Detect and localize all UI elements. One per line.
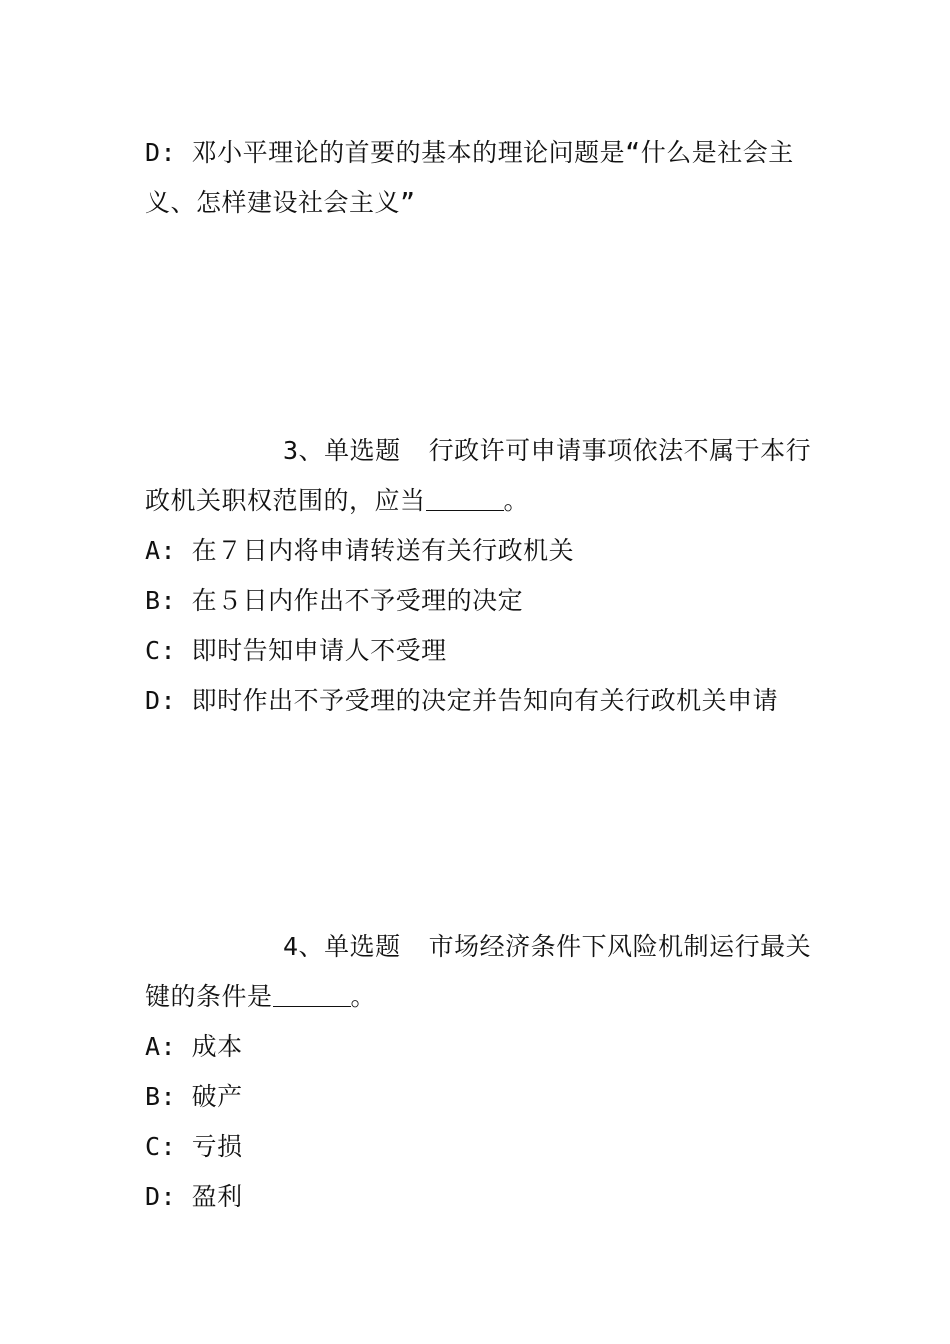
answer-blank (273, 982, 351, 1007)
option-d-line1: D: 邓小平理论的首要的基本的理论问题是“什么是社会主 (145, 138, 794, 167)
question-4-header (145, 922, 810, 972)
option-d: D: 即时作出不予受理的决定并告知向有关行政机关申请 (145, 686, 779, 715)
question-3 (145, 426, 810, 726)
option-c: C: 即时告知申请人不受理 (145, 636, 447, 665)
question-3-header (145, 426, 810, 476)
question-type: 单选题 (324, 932, 401, 961)
question-stem-line2-post: 。 (503, 486, 530, 515)
question-stem-line2-pre: 键的条件是 (145, 982, 273, 1011)
prev-question-option-d (145, 128, 810, 228)
question-stem-line1: 行政许可申请事项依法不属于本行 (428, 436, 812, 465)
question-4 (145, 922, 810, 1222)
question-number: 3、 (283, 436, 325, 465)
option-b: B: 在５日内作出不予受理的决定 (145, 586, 524, 615)
option-c: C: 亏损 (145, 1132, 243, 1161)
option-a: A: 成本 (145, 1032, 243, 1061)
answer-blank (426, 486, 504, 511)
question-stem-line2-post: 。 (350, 982, 377, 1011)
option-d: D: 盈利 (145, 1182, 243, 1211)
question-stem-line1: 市场经济条件下风险机制运行最关 (428, 932, 812, 961)
question-type: 单选题 (324, 436, 401, 465)
question-number: 4、 (283, 932, 325, 961)
option-d-line2: 义、怎样建设社会主义” (145, 188, 416, 217)
option-a: A: 在７日内将申请转送有关行政机关 (145, 536, 575, 565)
question-3-stem-line2 (145, 476, 810, 526)
question-stem-line2-pre: 政机关职权范围的，应当 (145, 486, 426, 515)
question-4-stem-line2 (145, 972, 810, 1022)
option-b: B: 破产 (145, 1082, 243, 1111)
